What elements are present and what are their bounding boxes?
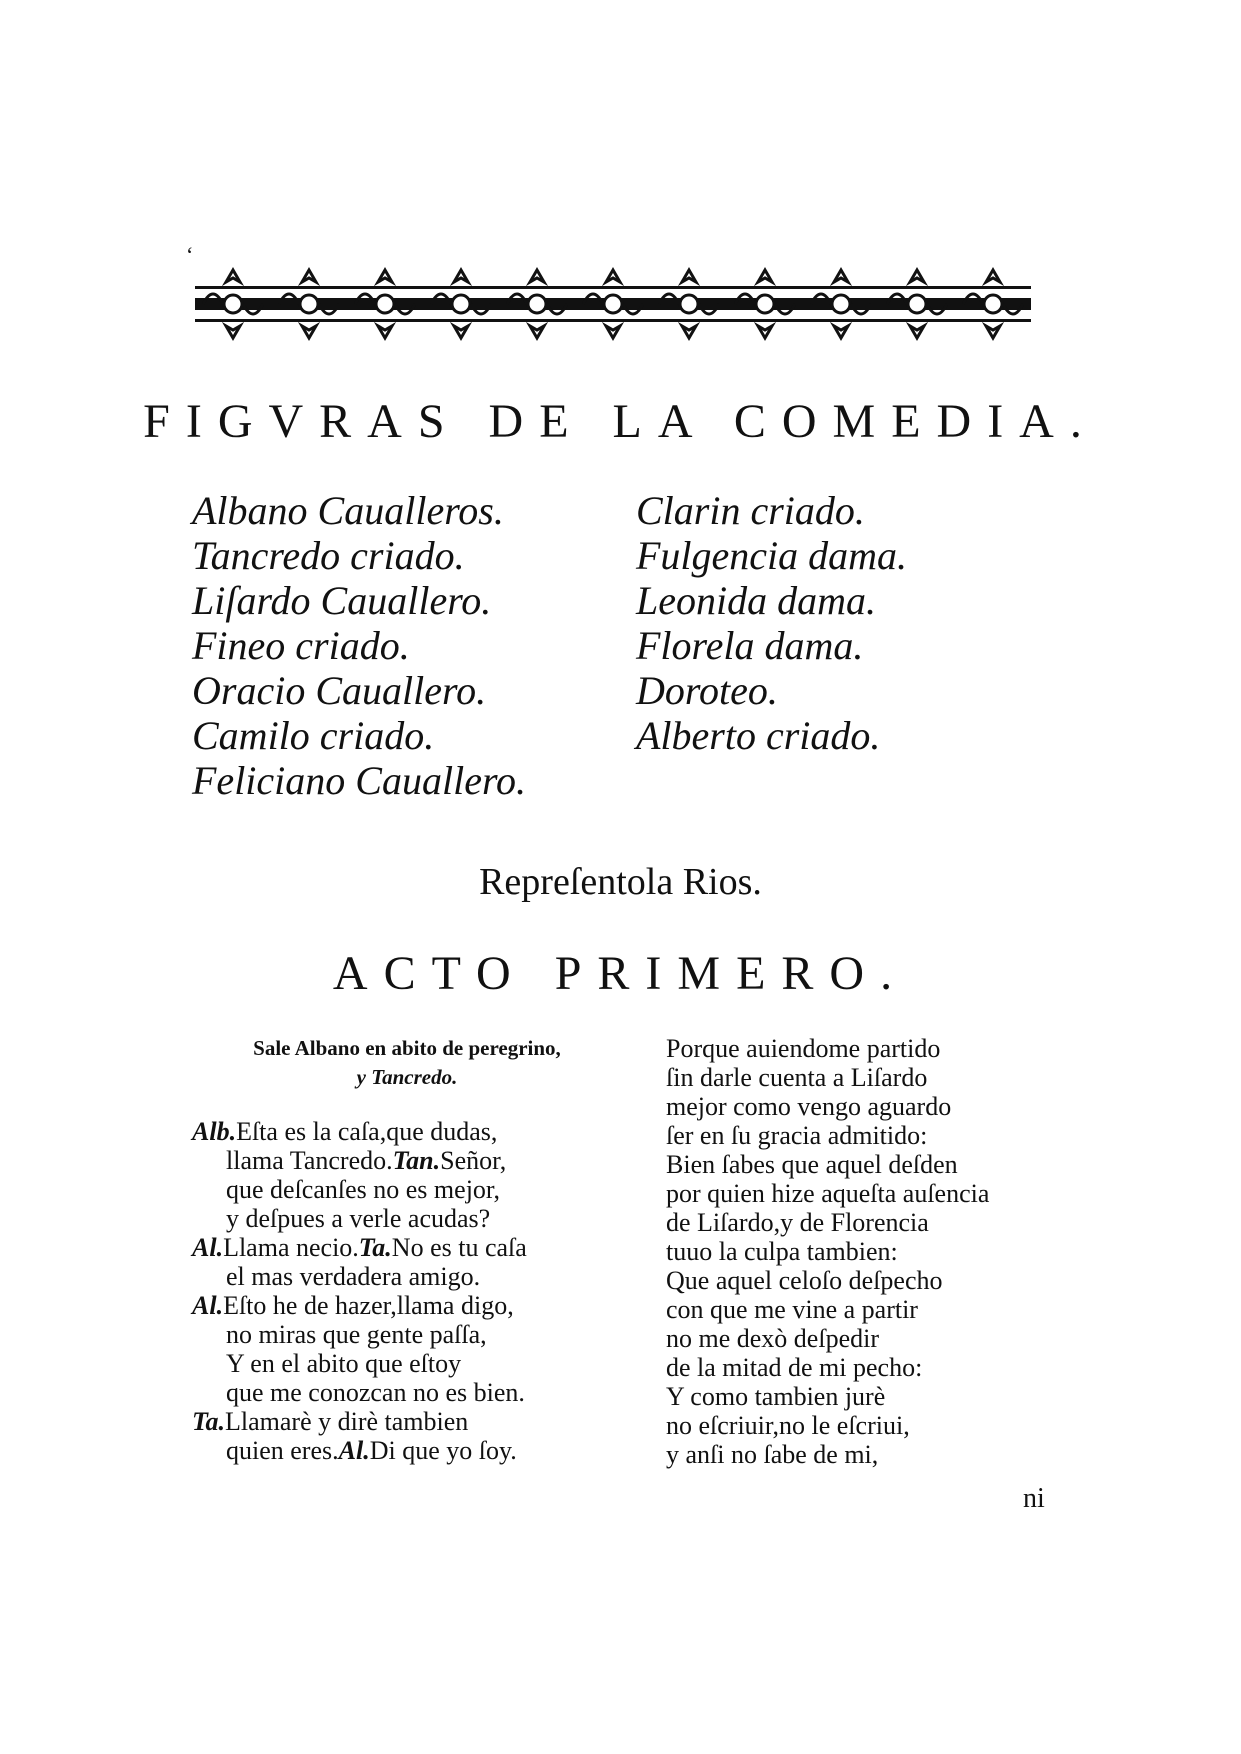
cast-list-right xyxy=(636,488,907,758)
verse-line xyxy=(192,1407,622,1436)
cast-item: Camilo criado. xyxy=(192,713,435,758)
verse-line: no eſcriuir,no le eſcriui, xyxy=(666,1411,910,1440)
cast-item: Liſardo Cauallero. xyxy=(192,578,492,623)
verse-line xyxy=(192,1436,622,1465)
corner-mark: ʻ xyxy=(186,242,194,267)
verse-text: Llama necio. xyxy=(223,1233,359,1262)
cast-item: Feliciano Cauallero. xyxy=(192,758,527,803)
performer-credit: Repreſentola Rios. xyxy=(479,861,762,903)
ornament-flower xyxy=(680,295,698,313)
printers-flower-band-icon xyxy=(195,264,1031,344)
ornament-flower xyxy=(984,295,1002,313)
verse-text: Llamarè y dirè tambien xyxy=(225,1407,469,1436)
verse-text: no miras que gente paſſa, xyxy=(226,1320,487,1349)
verse-line: mejor como vengo aguardo xyxy=(666,1092,952,1121)
verse-line: Y como tambien jurè xyxy=(666,1382,886,1411)
verse-column-right xyxy=(666,1034,1086,1469)
verse-text: que deſcanſes no es mejor, xyxy=(226,1175,501,1204)
verse-line: Porque auiendome partido xyxy=(666,1034,941,1063)
ornament-flower xyxy=(604,295,622,313)
verse-line xyxy=(192,1320,622,1349)
cast-item: Fulgencia dama. xyxy=(636,533,908,578)
act-title: ACTO PRIMERO. xyxy=(332,947,909,1000)
cast-item: Alberto criado. xyxy=(636,713,881,758)
ornament-flower xyxy=(452,295,470,313)
verse-line: Que aquel celoſo deſpecho xyxy=(666,1266,943,1295)
ornament-flower xyxy=(224,295,242,313)
speaker-label: Al. xyxy=(338,1436,370,1465)
verse-text: No es tu caſa xyxy=(391,1233,527,1262)
verse-line xyxy=(192,1291,622,1320)
cast-item: Tancredo criado. xyxy=(192,533,465,578)
stage-direction-line: Sale Albano en abito de peregrino, xyxy=(253,1036,561,1060)
verse-line xyxy=(192,1349,622,1378)
cast-item: Clarin criado. xyxy=(636,488,865,533)
ornament-flower xyxy=(528,295,546,313)
ornament-flower xyxy=(300,295,318,313)
stage-direction xyxy=(192,1034,622,1092)
verse-text: quien eres. xyxy=(226,1436,339,1465)
verse-text: Señor, xyxy=(440,1146,507,1175)
verse-line xyxy=(192,1175,622,1204)
verse-text: que me conozcan no es bien. xyxy=(226,1378,525,1407)
verse-line xyxy=(192,1233,622,1262)
verse-line xyxy=(192,1262,622,1291)
ornament-flower xyxy=(376,295,394,313)
dramatis-personae-title: FIGVRAS DE LA COMEDIA. xyxy=(143,395,1098,448)
verse-line: de Liſardo,y de Florencia xyxy=(666,1208,929,1237)
cast-item: Fineo criado. xyxy=(192,623,410,668)
ornament-flower xyxy=(756,295,774,313)
verse-lines xyxy=(666,1034,1086,1469)
verse-line xyxy=(192,1378,622,1407)
cast-item: Oracio Cauallero. xyxy=(192,668,487,713)
verse-line: tuuo la culpa tambien: xyxy=(666,1237,898,1266)
verse-text: Eſta es la caſa,que dudas, xyxy=(236,1117,498,1146)
verse-line: ſer en ſu gracia admitido: xyxy=(666,1121,928,1150)
cast-item: Doroteo. xyxy=(636,668,778,713)
verse-text: Di que yo ſoy. xyxy=(369,1436,517,1465)
speaker-label: Tan. xyxy=(392,1146,441,1175)
verse-line: Bien ſabes que aquel deſden xyxy=(666,1150,958,1179)
verse-line xyxy=(192,1117,622,1146)
speaker-label: Ta. xyxy=(358,1233,392,1262)
speaker-label: Alb. xyxy=(192,1117,237,1146)
cast-item: Florela dama. xyxy=(636,623,864,668)
ornament-flower xyxy=(908,295,926,313)
speaker-label: Al. xyxy=(192,1233,224,1262)
cast-item: Albano Caualleros. xyxy=(192,488,504,533)
verse-line xyxy=(192,1204,622,1233)
verse-line: y anſi no ſabe de mi, xyxy=(666,1440,879,1469)
ornament-flower xyxy=(832,295,850,313)
verse-line: ſin darle cuenta a Liſardo xyxy=(666,1063,928,1092)
speaker-label: Ta. xyxy=(192,1407,225,1436)
cast-list-left xyxy=(192,488,526,803)
verse-line xyxy=(192,1146,622,1175)
verse-column-left xyxy=(192,1034,622,1465)
verse-line: por quien hize aqueſta auſencia xyxy=(666,1179,990,1208)
verse-text: llama Tancredo. xyxy=(226,1146,393,1175)
verse-text: Y en el abito que eſtoy xyxy=(226,1349,462,1378)
verse-lines xyxy=(192,1117,622,1465)
verse-text: y deſpues a verle acudas? xyxy=(226,1204,491,1233)
verse-line: con que me vine a partir xyxy=(666,1295,918,1324)
catchword: ni xyxy=(1023,1483,1045,1514)
verse-text: el mas verdadera amigo. xyxy=(226,1262,481,1291)
cast-item: Leonida dama. xyxy=(636,578,876,623)
stage-direction-line: y Tancredo. xyxy=(356,1065,458,1089)
verse-line: no me dexò deſpedir xyxy=(666,1324,879,1353)
verse-text: Eſto he de hazer,llama digo, xyxy=(223,1291,514,1320)
verse-line: de la mitad de mi pecho: xyxy=(666,1353,923,1382)
speaker-label: Al. xyxy=(192,1291,224,1320)
